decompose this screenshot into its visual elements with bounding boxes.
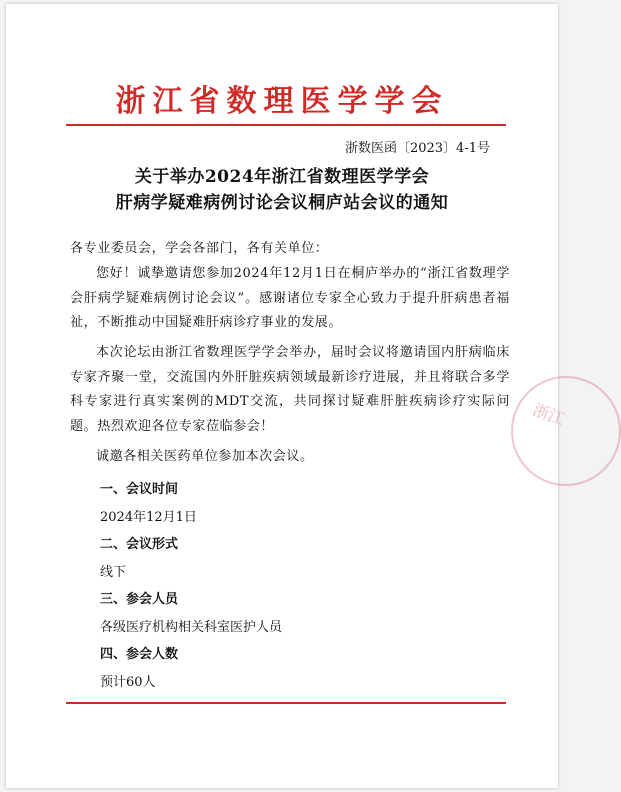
official-seal-stamp <box>511 376 621 486</box>
org-letterhead: 浙江省数理医学学会 <box>115 84 449 119</box>
paragraph-forum-intro: 本次论坛由浙江省数理医学学会举办，届时会议将邀请国内肝病临床专家齐聚一堂，交流国内外肝脏疾病领域最新诊疗进展，并且将联合多学科专家进行真实案例的MDT交流，共同探讨疑难肝脏疾病诊疗实际问题。热烈欢迎各位专家莅临参会！ <box>70 345 510 434</box>
notice-title-line-1: 关于举办2024年浙江省数理医学学会 <box>134 167 430 187</box>
section-value-attendees: 各级医疗机构相关科室医护人员 <box>100 620 283 635</box>
section-heading-attendees: 三、参会人员 <box>100 592 179 607</box>
section-value-count: 预计60人 <box>100 675 156 690</box>
section-heading-format: 二、会议形式 <box>100 537 179 552</box>
section-heading-time: 一、会议时间 <box>100 482 179 497</box>
notice-title-line-2: 肝病学疑难病例讨论会议桐庐站会议的通知 <box>115 193 449 213</box>
section-heading-count: 四、参会人数 <box>100 647 179 662</box>
salutation: 各专业委员会，学会各部门，各有关单位： <box>70 241 329 256</box>
paragraph-sponsors: 诚邀各相关医药单位参加本次会议。 <box>96 449 314 464</box>
section-value-format: 线下 <box>100 565 127 580</box>
document-page <box>6 4 567 788</box>
section-value-time: 2024年12月1日 <box>100 510 197 525</box>
paragraph-invitation: 您好！诚挚邀请您参加2024年12月1日在桐庐举办的“浙江省数理学会肝病学疑难病例讨论会议”。感谢诸位专家全心致力于提升肝病患者福祉，不断推动中国疑难肝病诊疗事业的发展。 <box>70 266 510 330</box>
letterhead-rule <box>66 124 506 126</box>
seal-lettering: 浙江 <box>530 400 567 429</box>
footer-rule <box>66 702 506 704</box>
document-number: 浙数医函〔2023〕4-1号 <box>344 141 490 156</box>
